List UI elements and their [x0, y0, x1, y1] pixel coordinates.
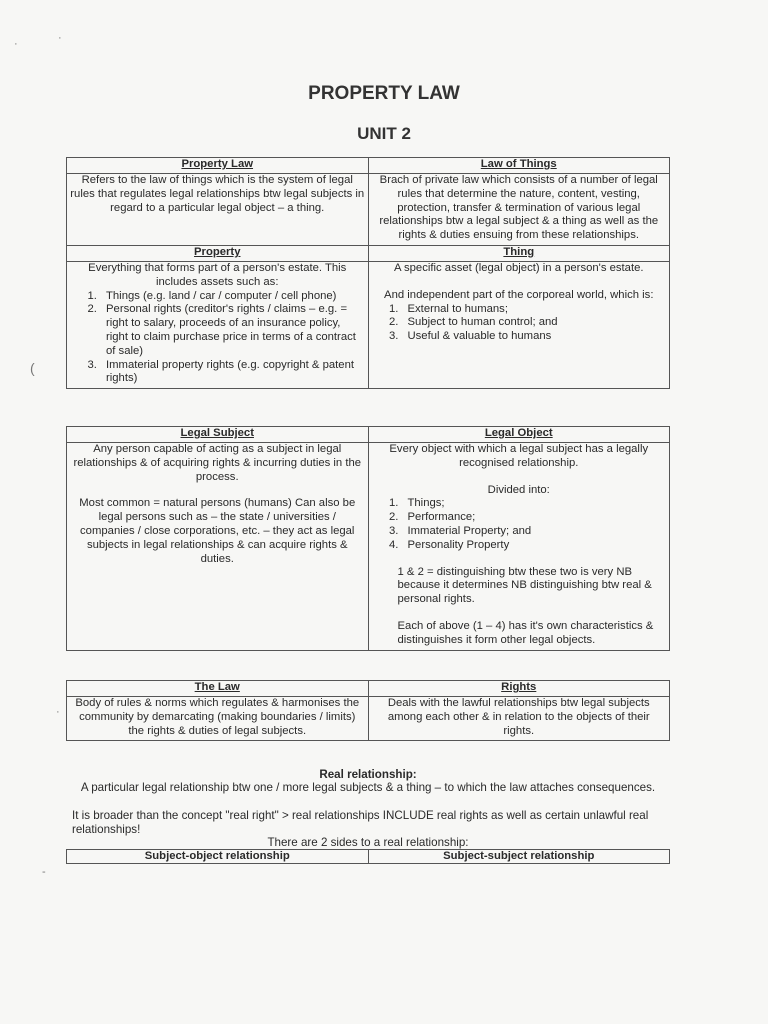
legal-subject-examples: Most common = natural persons (humans) Can also be legal persons such as – the state / universities / companies / close corporations, etc. – they act as legal subjects in legal relationships & can acquire rights & duties.: [79, 497, 356, 565]
real-relationship-broader-note: It is broader than the concept "real right" > real relationships INCLUDE real rights as well as certain unlawful real relationships!: [72, 809, 649, 836]
legal-object-divided: Divided into:: [487, 483, 550, 496]
law-of-things-header: Law of Things: [368, 158, 670, 174]
property-definition-cell: [67, 261, 369, 388]
property-law-header: Property Law: [67, 158, 369, 174]
property-asset-list: [70, 290, 365, 387]
scan-speck: -: [42, 866, 46, 878]
thing-criteria-list: [372, 303, 667, 344]
subject-subject-header: Subject-subject relationship: [368, 850, 670, 864]
list-item: 2. Performance;: [402, 511, 667, 525]
scan-speck: ·: [14, 38, 18, 50]
thing-independent-part: And independent part of the corporeal world, which is:: [384, 288, 654, 301]
thing-definition-cell: [368, 261, 670, 388]
real-relationship-sides: There are 2 sides to a real relationship:: [267, 836, 469, 849]
legal-subject-object-table: [66, 426, 670, 651]
property-law-definition: Refers to the law of things which is the system of legal rules that regulates legal relationships btw legal subjects in regard to a particular legal object – a thing.: [67, 174, 369, 246]
real-relationship-title: Real relationship:: [319, 768, 417, 781]
thing-definition: A specific asset (legal object) in a person's estate.: [393, 261, 644, 274]
legal-object-note-1: 1 & 2 = distinguishing btw these two is very NB because it determines NB distinguishing btw real & personal rights.: [397, 565, 652, 606]
list-item: 1. Things;: [402, 497, 667, 511]
rights-header: Rights: [368, 681, 670, 697]
scan-speck: ·: [56, 706, 60, 718]
scan-speck: (: [30, 360, 35, 376]
the-law-header: The Law: [67, 681, 369, 697]
the-law-definition: Body of rules & norms which regulates & harmonises the community by demarcating (making boundaries / limits) the rights & duties of legal subjects.: [67, 697, 369, 741]
subject-object-header: Subject-object relationship: [67, 850, 369, 864]
thing-header: Thing: [368, 245, 670, 261]
list-item: 3. Immaterial property rights (e.g. copyright & patent rights): [100, 359, 365, 387]
legal-object-note-2: Each of above (1 – 4) has it's own characteristics & distinguishes it form other legal objects.: [397, 619, 654, 646]
list-item: 4. Personality Property: [402, 539, 667, 553]
list-item: 1. External to humans;: [402, 303, 667, 317]
scan-speck: ·: [58, 32, 62, 44]
legal-subject-header: Legal Subject: [67, 427, 369, 443]
legal-object-cell: [368, 443, 670, 651]
real-relationship-definition: A particular legal relationship btw one / more legal subjects & a thing – to which the law attaches consequences.: [80, 781, 656, 794]
document-title: PROPERTY LAW: [308, 83, 460, 104]
law-rights-table: [66, 680, 670, 741]
list-item: 2. Personal rights (creditor's rights / claims – e.g. = right to salary, proceeds of an insurance policy, right to claim purchase price in terms of a contract of sale): [100, 303, 365, 358]
document-subtitle: UNIT 2: [357, 124, 411, 143]
list-item: 2. Subject to human control; and: [402, 316, 667, 330]
property-header: Property: [67, 245, 369, 261]
legal-object-definition: Every object with which a legal subject has a legally recognised relationship.: [389, 443, 649, 469]
list-item: 1. Things (e.g. land / car / computer / cell phone): [100, 290, 365, 304]
property-intro: Everything that forms part of a person's estate. This includes assets such as:: [88, 261, 347, 288]
law-of-things-definition: Brach of private law which consists of a number of legal rules that determine the nature, content, vesting, protection, transfer & termination of various legal relationships btw a legal subject & a thing as well as the rights & duties ensuing from these relationships.: [368, 174, 670, 246]
legal-subject-definition: Any person capable of acting as a subject in legal relationships & of acquiring rights & incurring duties in the process.: [73, 443, 362, 483]
list-item: 3. Immaterial Property; and: [402, 525, 667, 539]
legal-object-header: Legal Object: [368, 427, 670, 443]
rights-definition: Deals with the lawful relationships btw legal subjects among each other & in relation to the objects of their rights.: [368, 697, 670, 741]
legal-subject-cell: [67, 443, 369, 651]
relationship-sides-table: [66, 849, 670, 864]
list-item: 3. Useful & valuable to humans: [402, 330, 667, 344]
legal-object-list: [372, 497, 667, 552]
property-law-table: [66, 157, 670, 389]
